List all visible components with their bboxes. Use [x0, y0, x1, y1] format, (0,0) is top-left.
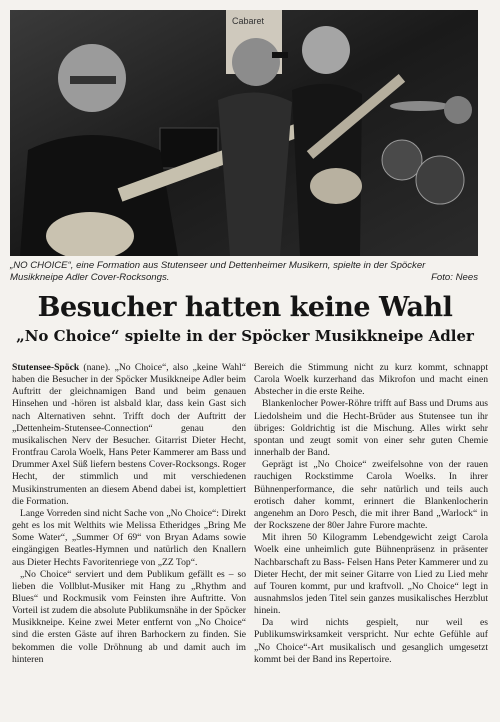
photo-caption	[10, 260, 478, 284]
subheadline: „No Choice“ spielte in der Spöcker Musikkneipe Adler	[16, 327, 474, 345]
article-paragraph: Da wird nichts gespielt, nur weil es Publikumswirksamkeit verspricht. Nur echte Gefühle auf „No Choice“-Art musikalisch und gesanglich umgesetzt kommt bei der Band ins Repertoire.	[254, 617, 488, 665]
headline: Besucher hatten keine Wahl	[37, 292, 453, 323]
dateline: Stutensee-Spöck	[12, 362, 80, 373]
band-photo-drawing	[10, 10, 478, 256]
article-paragraph: Blankenlocher Power-Röhre trifft auf Bass und Drums aus Liedolsheim und die Hecht-Brüder aus Stutensee tun ihr übriges: Goldrichtig ist die Mischung. Alles wirkt sehr spontan und zeugt somit von einer sehr guten Chemie innerhalb der Band.	[254, 398, 488, 459]
bass-body	[310, 168, 362, 204]
drummer-head	[444, 96, 472, 124]
article-column-right	[254, 362, 488, 666]
caption-text: „NO CHOICE“, eine Formation aus Stutenseer und Dettenheimer Musikern, spielte in der Spöcker Musikkneipe Adler Cover-Rocksongs.	[10, 260, 426, 283]
article-column-left	[12, 362, 246, 666]
bassist-head	[302, 26, 350, 74]
article-paragraph: Mit ihren 50 Kilogramm Lebendgewicht zeigt Carola Woelk eine unheimlich gute Bühnenpräsenz in präsenter Nachbarschaft zu Bass- Felsen Hans Peter Kammerer und zu Dieter Hecht, der mit seiner Gitarre von Lied zu Lied mehr auf Touren kommt, pur und kraftvoll. „No Choice“ legt in ausnahmslos jeden Titel sein ganzes musikalisches Herzblut hinein.	[254, 532, 488, 617]
article-paragraph: Bereich die Stimmung nicht zu kurz kommt, schnappt Carola Woelk kurzerhand das Mikrofon und macht einen Abstecher in die erste Reihe.	[254, 362, 488, 398]
singer-head	[232, 38, 280, 86]
singer-body	[218, 92, 292, 256]
cymbal	[390, 101, 450, 111]
article-paragraph: „No Choice“ serviert und dem Publikum gefällt es – so lieben die Vollblut-Musiker mit Hang zu „Rhythm and Blues“ und Rockmusik vom Feinsten ihre Auftritte. Von Vorteil ist zudem die absolute Publikumsnähe in der Spöcker Musikkneipe. Keine zwei Meter entfernt von „No Choice“ sind die ersten Gäste auf ihren Barhockern zu finden. Sie bekommen die volle Dröhnung ab und damit auch im hinteren	[12, 568, 246, 665]
band-photo	[10, 10, 478, 256]
article-paragraph: Lange Vorreden sind nicht Sache von „No Choice“: Direkt geht es los mit Welthits wie Melissa Etheridges „Bring Me Some Water“, „Summer Of 69“ von Bryan Adams sowie eingängigen Beatles-Hymnen und natürlich den Knallern aus Dieter Hechts Favoritenriege von „ZZ Top“.	[12, 507, 246, 568]
drum-tom	[382, 140, 422, 180]
article-paragraph: Geprägt ist „No Choice“ zweifelsohne von der rauen rauchigen Rockstimme Carola Woelks. In ihrer Bühnenperformance, die sehr natürlich und teils auch erotisch daher kommt, erinnert die Blankenlocherin angenehm an Doro Pesch, die mit ihrer Band „Warlock“ in der Rockszene der 80er Jahre Furore machte.	[254, 459, 488, 532]
photo-credit: Foto: Nees	[431, 272, 478, 283]
guitarist-glasses	[70, 76, 116, 84]
drum-floor	[416, 156, 464, 204]
poster-text: Cabaret	[232, 16, 265, 26]
microphone	[272, 52, 288, 58]
article-paragraph: Stutensee-Spöck (nane). „No Choice“, also „keine Wahl“ haben die Besucher in der Spöcker Musikkneipe Adler beim Auftritt der gleichnamigen Band und beim genauen Hinsehen und -hören ist alsbald klar, dass kein Gast sich nach Alternativen sehnt. Trifft doch der Auftritt der „Dettenheim-Stutensee-Connection“ genau den musikalischen Nerv der Besucher. Gitarrist Dieter Hecht, Frontfrau Carola Woelk, Hans Peter Kammerer am Bass und Drummer Axel Süß liefern bestens Cover-Rocksongs. Roger Hecht, der stimmlich und mit verschiedenen Musikinstrumenten an diesem Abend dabei ist, komplettiert die Formation.	[12, 362, 246, 507]
